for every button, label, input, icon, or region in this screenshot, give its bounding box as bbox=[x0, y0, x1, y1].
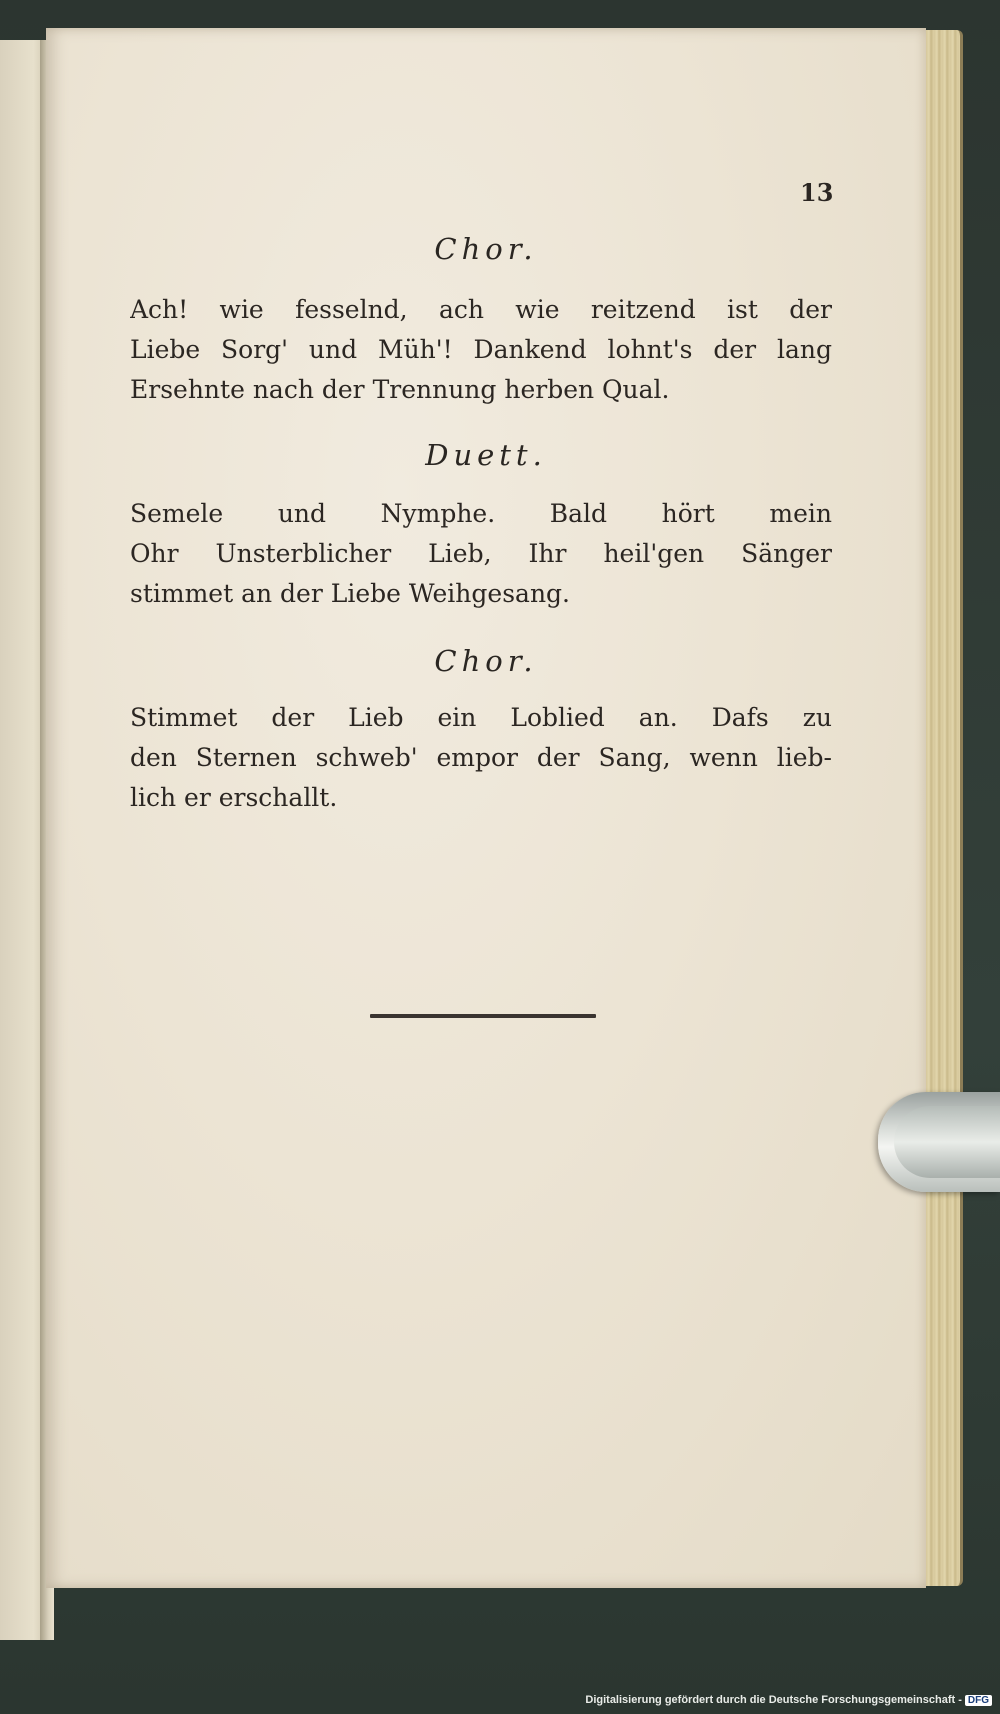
section-text-chor-1 bbox=[130, 290, 832, 410]
end-rule-divider bbox=[370, 1014, 596, 1018]
text-line: Ersehnte nach der Trennung herben Qual. bbox=[130, 375, 670, 404]
text-line: stimmet an der Liebe Weihgesang. bbox=[130, 579, 570, 608]
section-text-chor-2 bbox=[130, 698, 832, 818]
section-heading-chor-2: Chor. bbox=[434, 644, 538, 678]
text-line: Ach! wie fesselnd, ach wie reitzend ist der bbox=[130, 295, 832, 324]
page-clip bbox=[878, 1092, 1000, 1192]
text-line: lich er erschallt. bbox=[130, 783, 338, 812]
text-line: Liebe Sorg' und Müh'! Dankend lohnt's der lang bbox=[130, 335, 832, 364]
credit-text: Digitalisierung gefördert durch die Deutsche Forschungsgemeinschaft - bbox=[585, 1694, 962, 1706]
text-line: Semele und Nymphe. Bald hört mein bbox=[130, 499, 832, 528]
section-text-duett bbox=[130, 494, 832, 614]
dfg-logo: DFG bbox=[965, 1695, 992, 1706]
text-line: den Sternen schweb' empor der Sang, wenn lieb- bbox=[130, 743, 832, 772]
page-number: 13 bbox=[800, 178, 834, 207]
digitization-credit bbox=[585, 1694, 992, 1706]
page-clip-highlight bbox=[894, 1106, 1000, 1178]
text-line: Stimmet der Lieb ein Loblied an. Dafs zu bbox=[130, 703, 832, 732]
section-heading-duett: Duett. bbox=[425, 438, 547, 472]
text-line: Ohr Unsterblicher Lieb, Ihr heil'gen Sänger bbox=[130, 539, 832, 568]
section-heading-chor-1: Chor. bbox=[434, 232, 538, 266]
